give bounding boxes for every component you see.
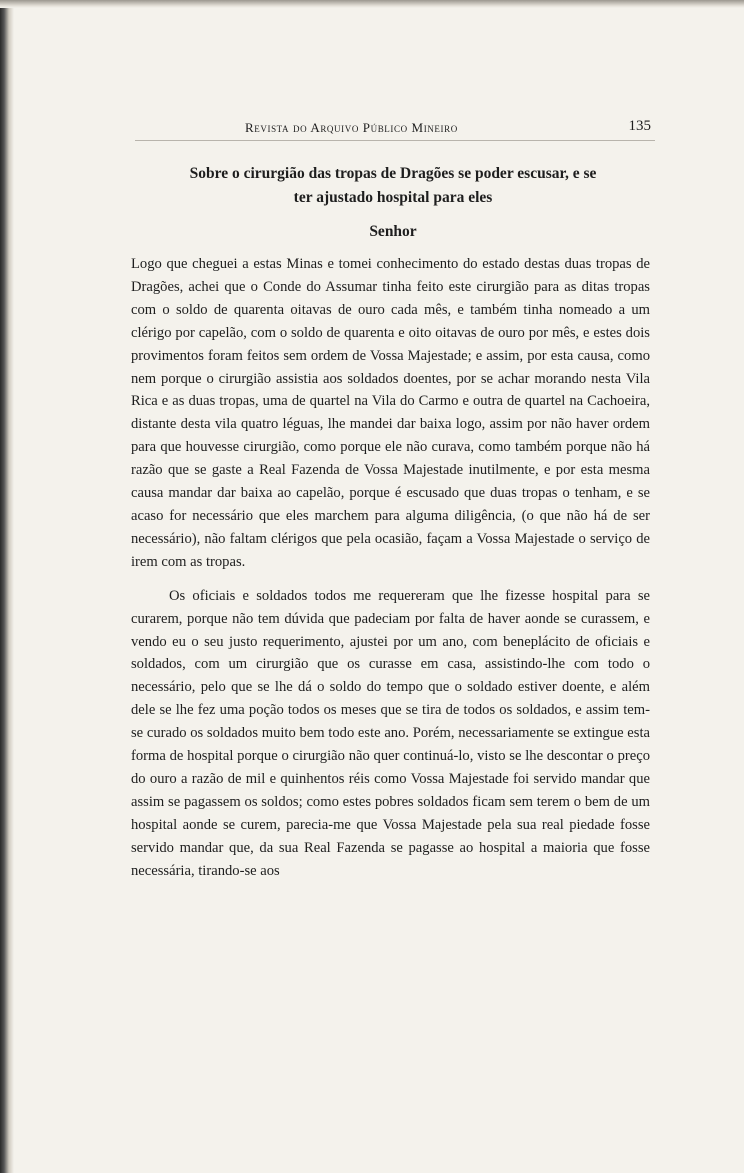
scan-binding-edge	[0, 0, 14, 1173]
running-header	[135, 118, 655, 141]
journal-title: Revista do Arquivo Público Mineiro	[245, 120, 458, 135]
letter-body	[131, 253, 650, 882]
salutation: Senhor	[369, 223, 417, 240]
title-line-1: Sobre o cirurgião das tropas de Dragões se poder escusar, e se	[189, 165, 597, 182]
title-line-2: ter ajustado hospital para eles	[293, 189, 493, 206]
paragraph-2: Os oficiais e soldados todos me requereram que lhe fizesse hospital para se curarem, porque não tem dúvida que padeciam por falta de haver aonde se curassem, e vendo eu o seu justo requerimento, ajustei por um ano, com beneplácito de oficiais e soldados, com um cirurgião que os curasse em casa, assistindo-lhe com todo o necessário, pelo que se lhe dá o soldo do tempo que o soldado estiver doente, e além dele se lhe fez uma poção todos os meses que se tira de todos os soldados, e assim tem-se curado os soldados muito bem todo este ano. Porém, necessariamente se extingue esta forma de hospital porque o cirurgião não quer continuá-lo, visto se lhe descontar o preço do ouro a razão de mil e quinhentos réis como Vossa Majestade foi servido mandar que assim se pagassem os soldos; como estes pobres soldados ficam sem terem o bem de um hospital aonde se curem, parecia-me que Vossa Majestade pela sua real piedade fosse servido mandar que, da sua Real Fazenda se pagasse ao hospital a maioria que fosse necessária, tirando-se aos	[131, 587, 650, 879]
paragraph-1: Logo que cheguei a estas Minas e tomei conhecimento do estado destas duas tropas de Dragões, achei que o Conde do Assumar tinha feito este cirurgião para as ditas tropas com o soldo de quarenta oitavas de ouro cada mês, e também tinha nomeado a um clérigo por capelão, com o soldo de quarenta e oito oitavas de ouro por mês, e estes dois provimentos foram feitos sem ordem de Vossa Majestade; e assim, por esta causa, como nem porque o cirurgião assistia aos soldados doentes, por se achar morando nesta Vila Rica e as duas tropas, uma de quartel na Vila do Carmo e outra de quartel na Cachoeira, distante desta vila quatro léguas, lhe mandei dar baixa logo, assim por não haver ordem para que houvesse cirurgião, como porque ele não curava, como também porque não há razão que se gaste a Real Fazenda de Vossa Majestade inutilmente, e por esta mesma causa mandar dar baixa ao capelão, porque é escusado que duas tropas o tenham, e se acaso for necessário que eles marchem para alguma diligência, (o que não há de ser necessário), não faltam clérigos que pela ocasião, façam a Vossa Majestade o serviço de irem com as tropas.	[131, 256, 650, 570]
scan-top-edge	[0, 0, 744, 8]
document-title	[128, 162, 658, 210]
page-number: 135	[628, 118, 651, 134]
